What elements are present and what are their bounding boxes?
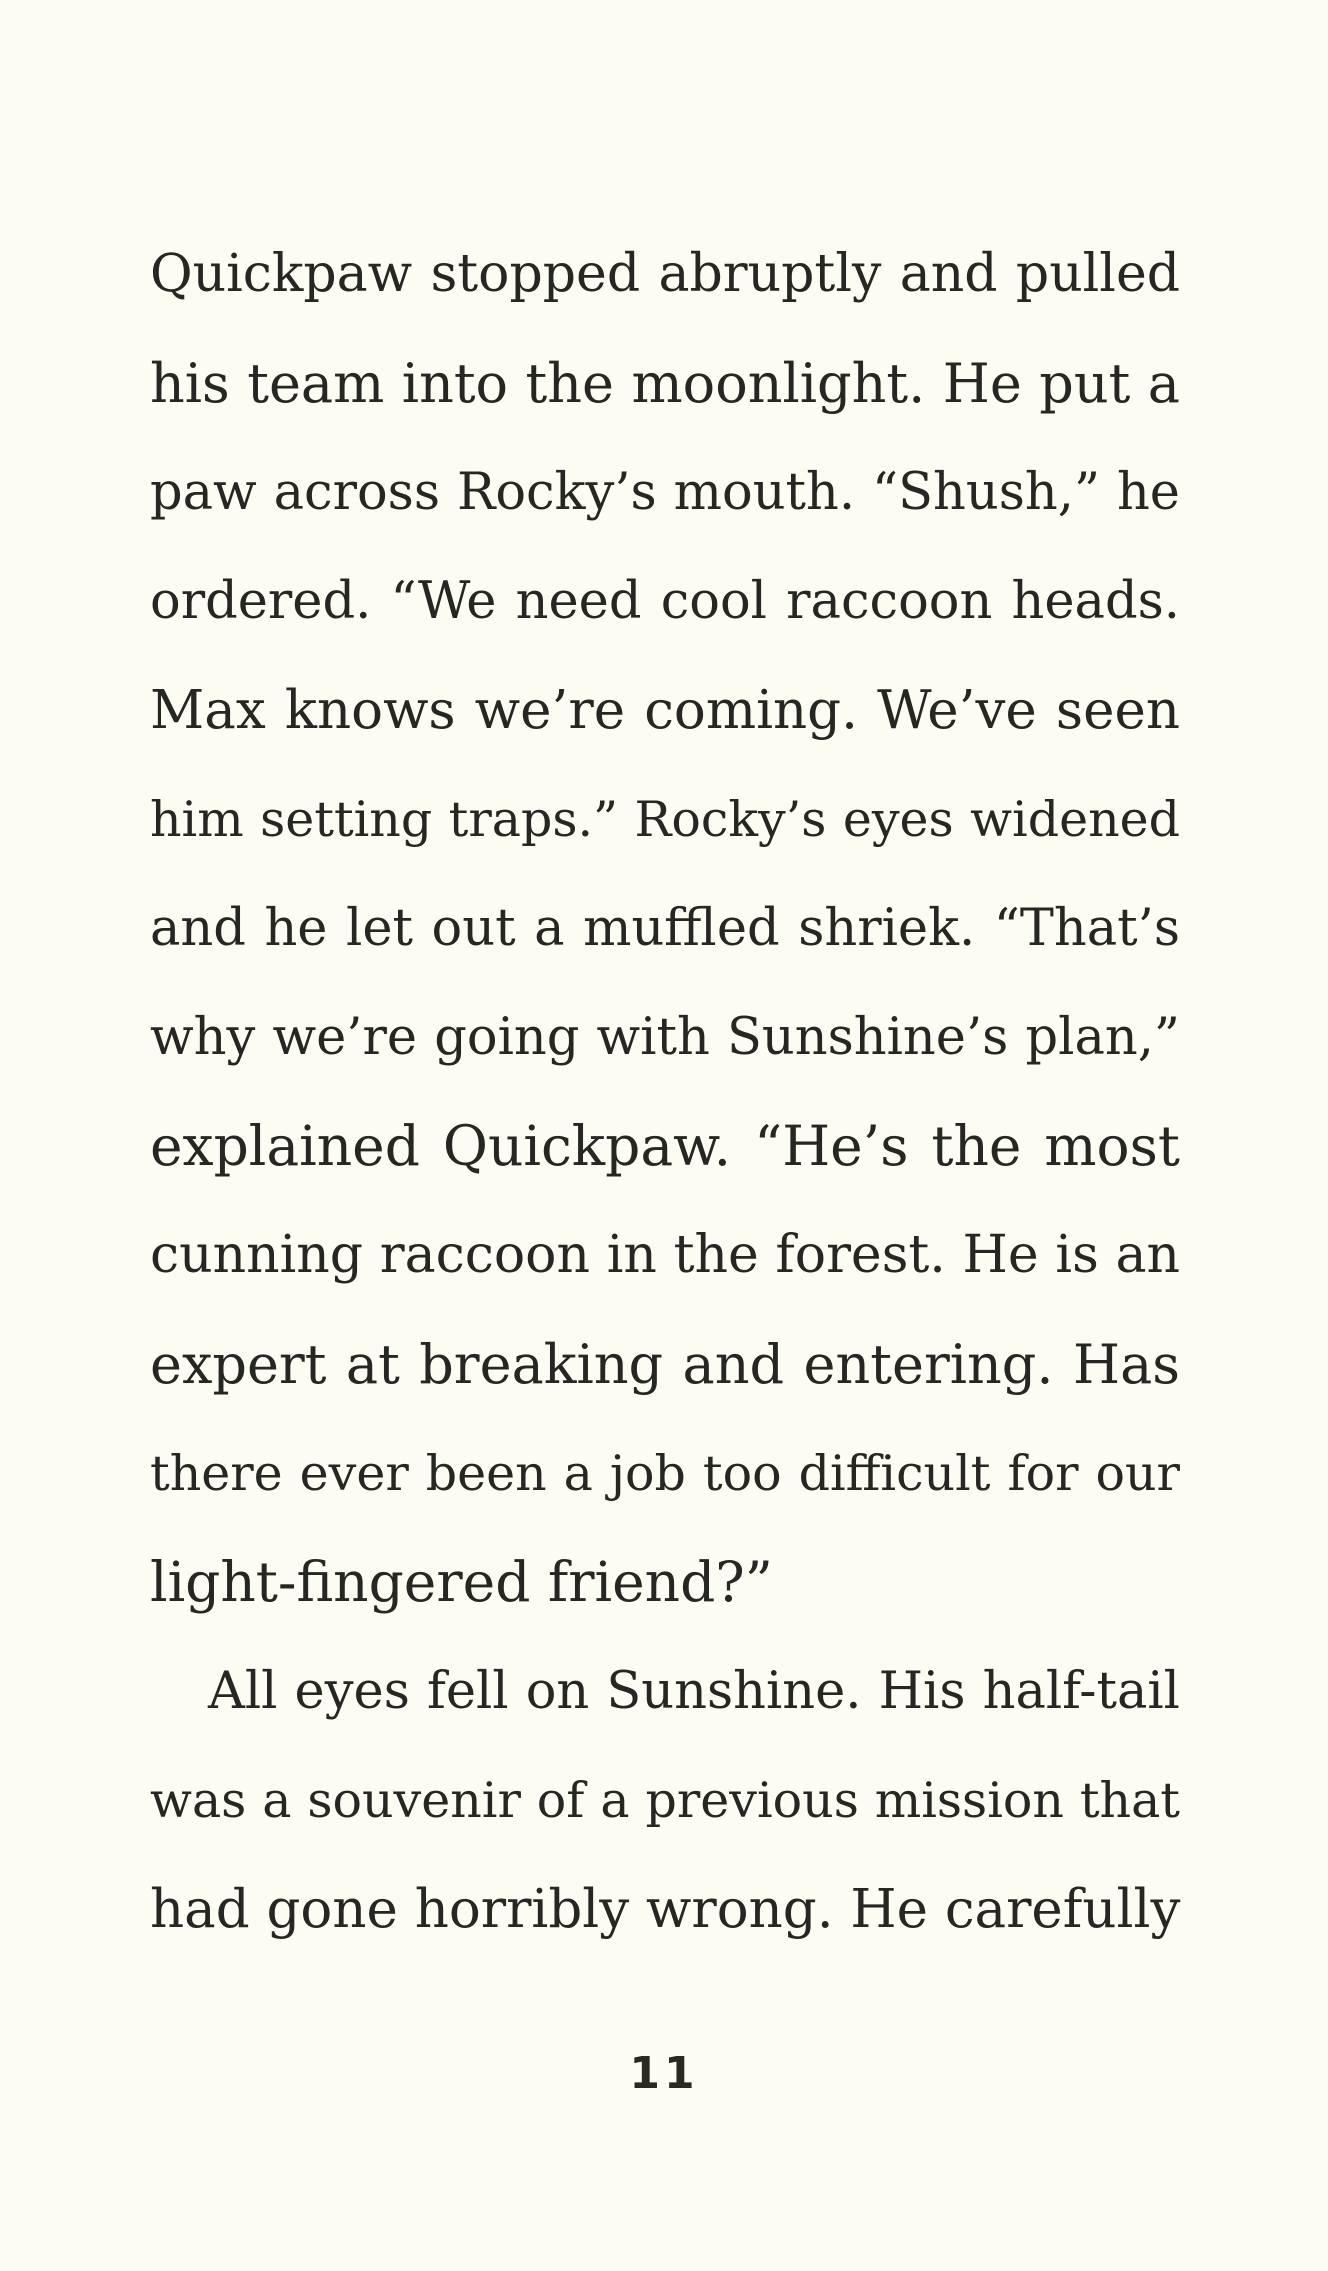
text-line: paw across Rocky’s mouth. “Shush,” he bbox=[150, 463, 1180, 522]
text-line: had gone horribly wrong. He carefully bbox=[150, 1879, 1181, 1940]
text-line: was a souvenir of a previous mission that bbox=[150, 1772, 1180, 1829]
text-line: and he let out a muffled shriek. “That’s bbox=[150, 899, 1180, 958]
text-line: expert at breaking and entering. Has bbox=[150, 1333, 1180, 1396]
body-text bbox=[150, 220, 1180, 1964]
text-line: why we’re going with Sunshine’s plan,” bbox=[150, 1008, 1180, 1067]
page-number: 11 bbox=[629, 2048, 699, 2099]
text-line: cunning raccoon in the forest. He is an bbox=[150, 1225, 1180, 1285]
text-line: Quickpaw stopped abruptly and pulled bbox=[150, 244, 1180, 304]
text-line: there ever been a job too difficult for our bbox=[150, 1445, 1180, 1502]
text-line: his team into the moonlight. He put a bbox=[150, 352, 1180, 415]
text-line: Max knows we’re coming. We’ve seen bbox=[150, 680, 1180, 741]
text-line: All eyes fell on Sunshine. His half-tail bbox=[208, 1662, 1180, 1721]
text-line: him setting traps.” Rocky’s eyes widened bbox=[150, 791, 1180, 848]
text-line: light-fingered friend?” bbox=[150, 1550, 773, 1614]
text-line: ordered. “We need cool raccoon heads. bbox=[150, 572, 1180, 631]
text-line: explained Quickpaw. “He’s the most bbox=[150, 1114, 1180, 1178]
